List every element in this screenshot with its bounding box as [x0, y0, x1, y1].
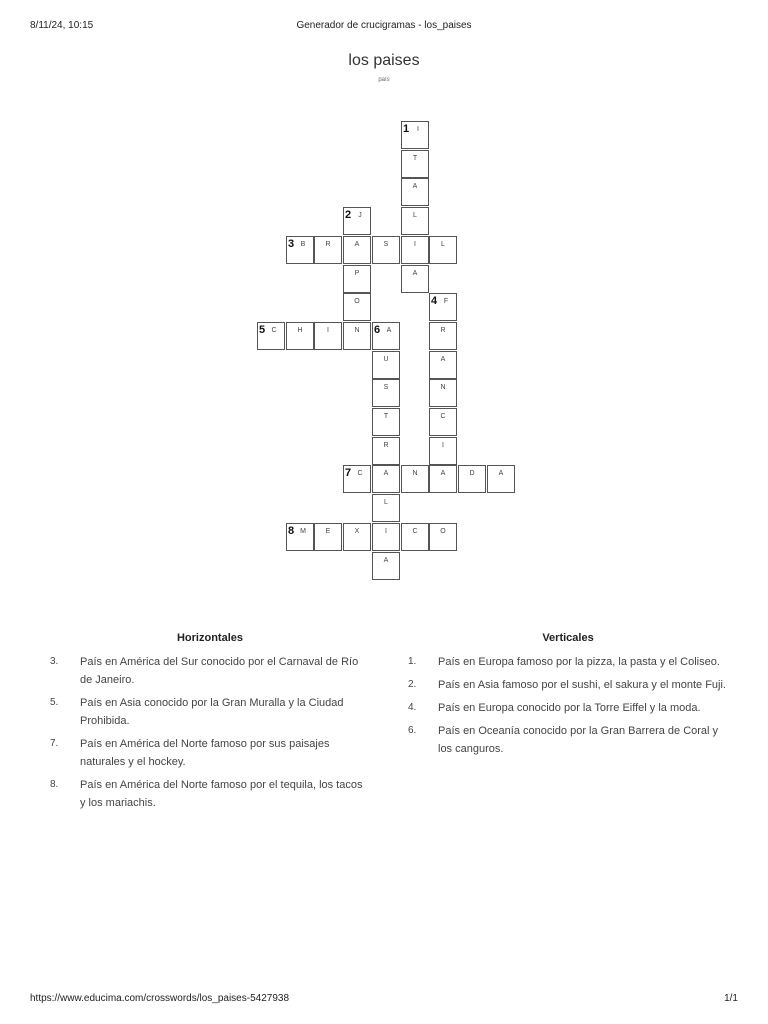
clue-number: 7.	[50, 738, 59, 749]
crossword-cell	[372, 351, 400, 379]
puzzle-title: los paises	[348, 52, 420, 69]
crossword-cell	[429, 523, 457, 551]
cell-letter: T	[383, 413, 389, 420]
cell-letter: R	[325, 241, 331, 248]
crossword-cell	[343, 265, 371, 293]
crossword-cell	[343, 236, 371, 264]
across-heading: Horizontales	[176, 632, 243, 644]
across-clues	[50, 632, 370, 817]
print-datetime: 8/11/24, 10:15	[30, 20, 94, 31]
clue-number: 1.	[408, 656, 417, 667]
crossword-cell	[286, 322, 314, 350]
cell-letter: N	[440, 384, 446, 391]
clue-down	[408, 722, 728, 758]
crossword-cell	[458, 465, 486, 493]
crossword-cell	[343, 293, 371, 321]
crossword-cell	[372, 523, 400, 551]
clue-down	[408, 676, 728, 694]
cell-letter: R	[383, 442, 389, 449]
cell-letter: H	[297, 327, 303, 334]
crossword-cell	[401, 265, 429, 293]
clue-across	[50, 735, 370, 771]
clue-text: País en Europa famoso por la pizza, la pasta y el Coliseo.	[438, 656, 720, 668]
cell-letter: A	[386, 327, 392, 334]
clue-text: País en América del Sur conocido por el Carnaval de Río de Janeiro.	[80, 656, 359, 686]
cell-number: 7	[345, 467, 352, 479]
cell-letter: C	[440, 413, 446, 420]
clue-text: País en Asia famoso por el sushi, el sakura y el monte Fuji.	[438, 679, 726, 691]
crossword-cell	[401, 207, 429, 235]
cell-letter: B	[300, 241, 306, 248]
cell-letter: L	[384, 499, 388, 506]
clue-number: 8.	[50, 779, 59, 790]
cell-letter: I	[414, 241, 416, 248]
crossword-cell	[429, 322, 457, 350]
clue-number: 5.	[50, 697, 59, 708]
cell-number: 1	[403, 123, 410, 135]
cell-letter: A	[383, 557, 389, 564]
cell-letter: O	[354, 298, 360, 305]
cell-letter: A	[440, 356, 446, 363]
cell-letter: A	[412, 183, 418, 190]
cell-number: 8	[288, 525, 295, 537]
cell-letter: A	[354, 241, 360, 248]
cell-letter: M	[300, 528, 306, 535]
cell-letter: C	[412, 528, 418, 535]
crossword-cell	[401, 523, 429, 551]
crossword-cell	[372, 494, 400, 522]
cell-number: 4	[431, 295, 438, 307]
crossword-cell	[372, 408, 400, 436]
cell-letter: R	[440, 327, 446, 334]
puzzle-subtitle: país	[378, 77, 390, 83]
cell-letter: P	[354, 270, 360, 277]
cell-letter: J	[358, 212, 362, 219]
crossword-cell	[429, 437, 457, 465]
cell-letter: E	[325, 528, 331, 535]
cell-letter: I	[442, 442, 444, 449]
clue-number: 3.	[50, 656, 59, 667]
clue-number: 2.	[408, 679, 417, 690]
crossword-cell	[401, 465, 429, 493]
cell-letter: L	[441, 241, 445, 248]
clue-text: País en América del Norte famoso por el tequila, los tacos y los mariachis.	[80, 779, 363, 809]
cell-letter: N	[412, 470, 418, 477]
crossword-cell	[429, 293, 457, 321]
crossword-cell	[343, 465, 371, 493]
cell-letter: A	[498, 470, 504, 477]
print-page-title: Generador de crucigramas - los_paises	[296, 20, 472, 31]
crossword-cell	[487, 465, 515, 493]
clue-down	[408, 699, 728, 717]
cell-letter: A	[412, 270, 418, 277]
crossword-cell	[429, 465, 457, 493]
cell-letter: T	[412, 155, 418, 162]
crossword-cell	[372, 379, 400, 407]
crossword-cell	[314, 322, 342, 350]
clue-text: País en Asia conocido por la Gran Muralla y la Ciudad Prohibida.	[80, 697, 344, 727]
crossword-cell	[401, 236, 429, 264]
crossword-cell	[286, 236, 314, 264]
clue-number: 6.	[408, 725, 417, 736]
cell-letter: A	[440, 470, 446, 477]
clue-text: País en Europa conocido por la Torre Eiffel y la moda.	[438, 702, 701, 714]
crossword-cell	[314, 523, 342, 551]
crossword-cell	[372, 437, 400, 465]
crossword-cell	[343, 322, 371, 350]
crossword-cell	[429, 236, 457, 264]
crossword-cell	[372, 552, 400, 580]
cell-letter: X	[354, 528, 360, 535]
crossword-cell	[401, 150, 429, 178]
cell-letter: S	[383, 241, 389, 248]
cell-letter: S	[383, 384, 389, 391]
crossword-cell	[343, 523, 371, 551]
cell-letter: O	[440, 528, 446, 535]
clue-text: País en Oceanía conocido por la Gran Barrera de Coral y los canguros.	[438, 725, 719, 755]
clue-text: País en América del Norte famoso por sus paisajes naturales y el hockey.	[80, 738, 330, 768]
clue-across	[50, 694, 370, 730]
clue-across	[50, 776, 370, 812]
crossword-cell	[286, 523, 314, 551]
down-clues	[408, 632, 728, 763]
cell-number: 6	[374, 324, 381, 336]
cell-number: 5	[259, 324, 266, 336]
crossword-cell	[343, 207, 371, 235]
print-page-number: 1/1	[724, 993, 738, 1004]
clue-number: 4.	[408, 702, 417, 713]
cell-letter: L	[413, 212, 417, 219]
clue-down	[408, 653, 728, 671]
cell-letter: I	[417, 126, 419, 133]
crossword-cell	[372, 465, 400, 493]
crossword-cell	[429, 351, 457, 379]
crossword-cell	[314, 236, 342, 264]
clue-across	[50, 653, 370, 689]
cell-letter: C	[271, 327, 277, 334]
crossword-cell	[372, 322, 400, 350]
cell-letter: A	[383, 470, 389, 477]
cell-letter: N	[354, 327, 360, 334]
cell-letter: U	[383, 356, 389, 363]
cell-letter: C	[357, 470, 363, 477]
down-heading: Verticales	[542, 632, 594, 644]
crossword-cell	[429, 379, 457, 407]
cell-number: 3	[288, 238, 295, 250]
cell-letter: D	[469, 470, 475, 477]
print-url: https://www.educima.com/crosswords/los_paises-5427938	[30, 993, 290, 1004]
cell-letter: F	[443, 298, 449, 305]
cell-letter: I	[385, 528, 387, 535]
cell-number: 2	[345, 209, 352, 221]
crossword-cell	[257, 322, 285, 350]
crossword-cell	[429, 408, 457, 436]
crossword-cell	[401, 178, 429, 206]
crossword-cell	[401, 121, 429, 149]
crossword-cell	[372, 236, 400, 264]
cell-letter: I	[327, 327, 329, 334]
